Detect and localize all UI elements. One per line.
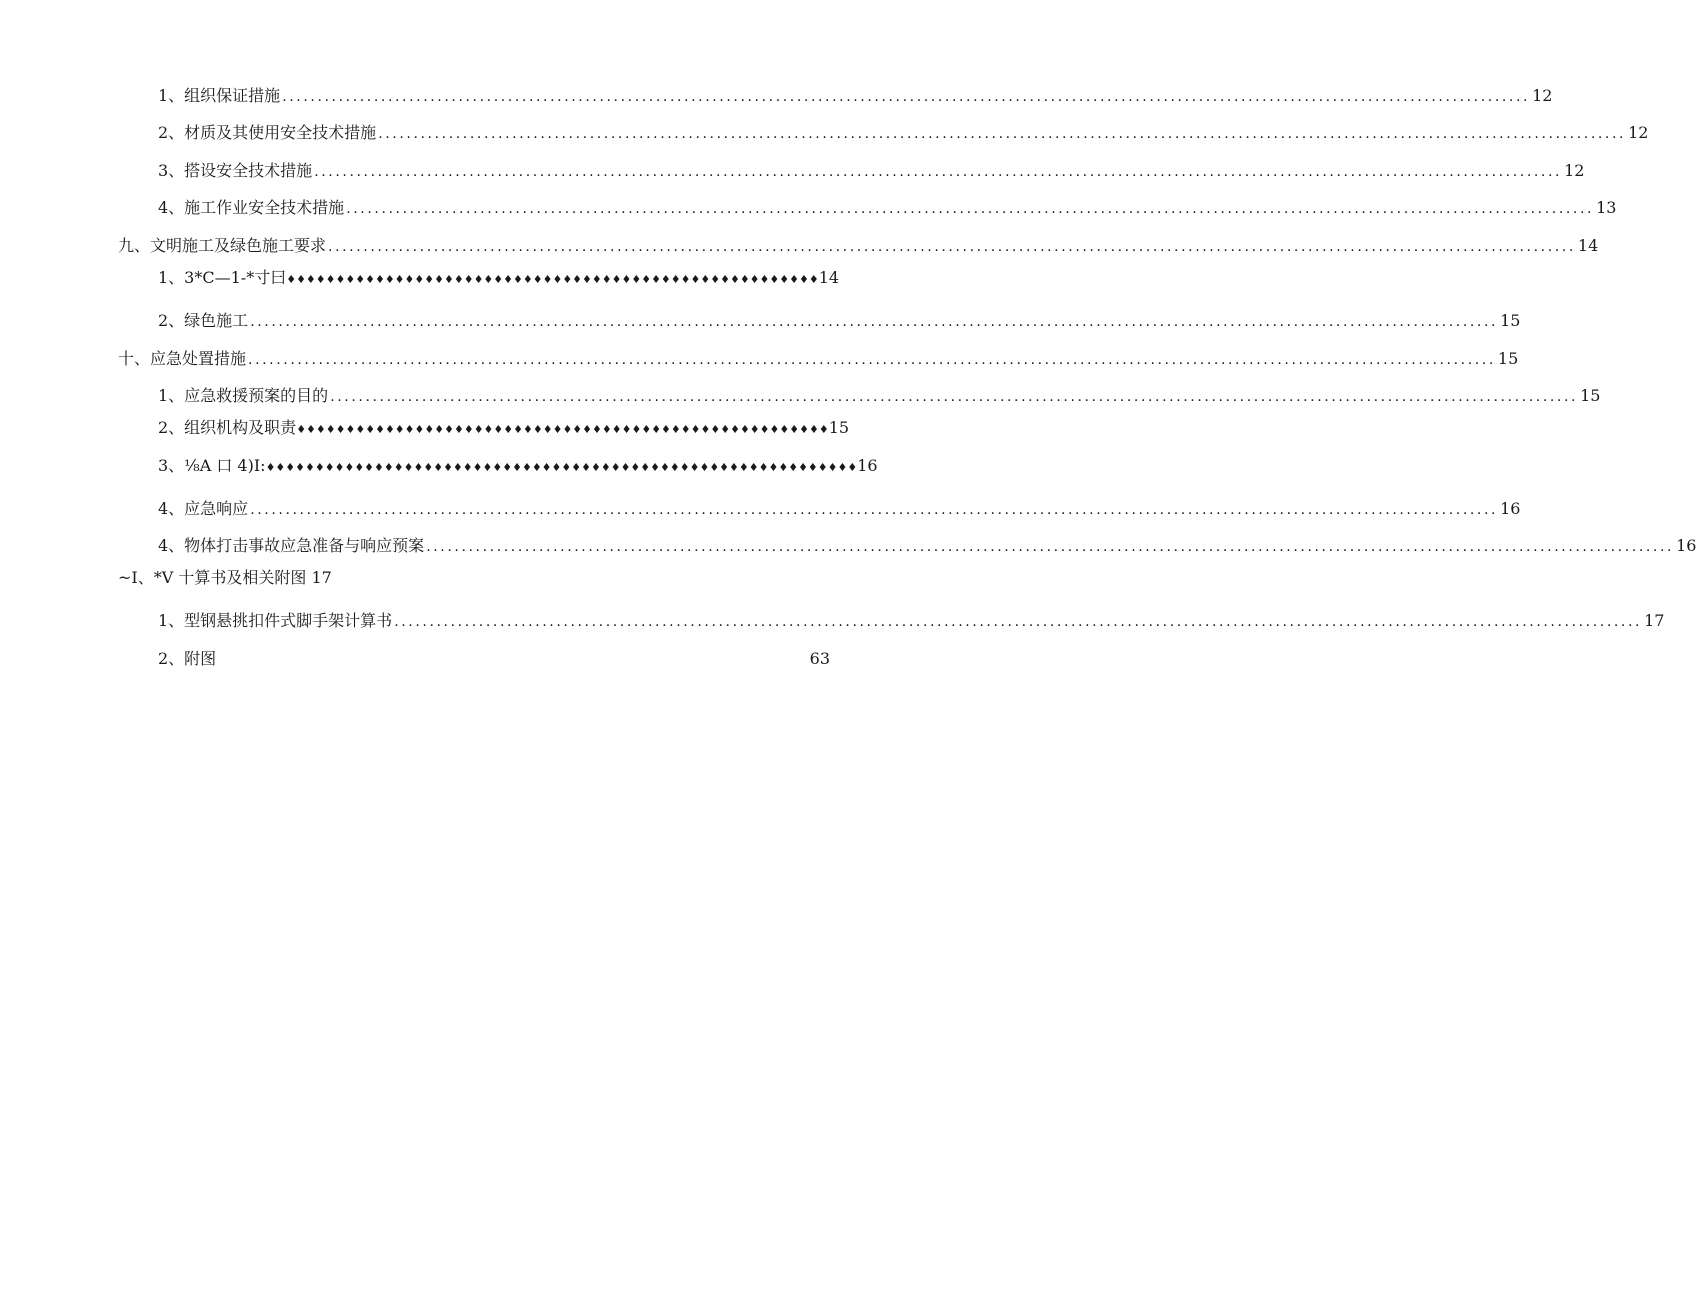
diamond-leader: ♦♦♦♦♦♦♦♦♦♦♦♦♦♦♦♦♦♦♦♦♦♦♦♦♦♦♦♦♦♦♦♦♦♦♦♦♦♦♦♦♦♦♦♦♦♦♦♦♦♦♦♦♦♦ (286, 273, 819, 286)
toc-page-number: 13 (1596, 198, 1617, 217)
toc-entry-civilized-construction-garbled[interactable] (158, 268, 840, 294)
toc-page-number: 63 (809, 649, 830, 668)
toc-page-number: 16 (857, 456, 878, 475)
toc-entry-object-strike-plan[interactable] (158, 530, 1696, 556)
toc-entry-label: 十、应急处置措施 (118, 349, 247, 368)
toc-entry-label: 2、材质及其使用安全技术措施 (158, 123, 377, 142)
toc-entry-label: 4、施工作业安全技术措施 (158, 198, 345, 217)
toc-page-number: 15 (1497, 349, 1519, 368)
toc-page-number: 15 (1580, 386, 1601, 405)
diamond-leader: ♦♦♦♦♦♦♦♦♦♦♦♦♦♦♦♦♦♦♦♦♦♦♦♦♦♦♦♦♦♦♦♦♦♦♦♦♦♦♦♦♦♦♦♦♦♦♦♦♦♦♦♦♦♦♦♦♦♦♦♦ (265, 461, 858, 474)
toc-entry-label: 1、组织保证措施 (158, 86, 281, 105)
toc-entry-label: 3、⅛A 口 4)I: (158, 456, 266, 475)
toc-page-number: 12 (1628, 123, 1649, 142)
dot-leader (326, 238, 1578, 256)
toc-entry-label: 2、附图 (158, 649, 217, 668)
toc-entry-material-measures[interactable] (158, 117, 1649, 143)
toc-entry-label: ~I、*V 十算书及相关附图 17 (118, 568, 332, 587)
dot-leader (312, 163, 1564, 181)
toc-entry-label: 1、型钢悬挑扣件式脚手架计算书 (158, 611, 393, 630)
toc-entry-garbled-section[interactable] (158, 456, 878, 482)
toc-entry-organization-measures[interactable] (158, 80, 1553, 106)
toc-entry-emergency-purpose[interactable] (158, 380, 1601, 406)
toc-entry-organization-duties[interactable] (158, 418, 850, 444)
dot-leader (248, 501, 1500, 519)
toc-page-number: 12 (1564, 161, 1585, 180)
toc-entry-label: 1、应急救援预案的目的 (158, 386, 329, 405)
toc-entry-label: 2、绿色施工 (158, 311, 249, 330)
dot-leader (424, 538, 1676, 556)
toc-entry-erection-measures[interactable] (158, 155, 1585, 181)
dot-leader (248, 313, 1500, 331)
toc-entry-civilized-green-construction[interactable] (118, 230, 1599, 256)
toc-page-number: 15 (1500, 311, 1521, 330)
toc-page-number: 12 (1532, 86, 1553, 105)
toc-entry-label: 2、组织机构及职责 (158, 418, 297, 437)
toc-entry-operation-measures[interactable] (158, 192, 1617, 218)
toc-entry-label: 1、3*C—1-*寸曰 (158, 268, 287, 287)
dot-leader (246, 351, 1498, 369)
toc-entry-attached-drawings[interactable] (158, 643, 830, 669)
toc-entry-scaffold-calculation[interactable] (158, 605, 1665, 631)
dot-leader (280, 88, 1532, 106)
dot-leader (376, 125, 1628, 143)
dot-leader (392, 613, 1644, 631)
dot-leader (328, 388, 1580, 406)
toc-entry-green-construction[interactable] (158, 305, 1521, 331)
toc-page-number: 14 (818, 268, 840, 287)
toc-entry-label: 4、物体打击事故应急准备与响应预案 (158, 536, 425, 555)
toc-entry-emergency-measures[interactable] (118, 343, 1519, 369)
toc-entry-calculations-garbled[interactable] (118, 568, 824, 594)
toc-entry-label: 九、文明施工及绿色施工要求 (118, 236, 327, 255)
toc-entry-label: 3、搭设安全技术措施 (158, 161, 313, 180)
toc-page-number: 16 (1500, 499, 1521, 518)
toc-page-number: 14 (1577, 236, 1599, 255)
toc-page-number: 16 (1676, 536, 1696, 555)
toc-entry-label: 4、应急响应 (158, 499, 249, 518)
toc-entry-emergency-response[interactable] (158, 493, 1521, 519)
dot-leader (344, 200, 1596, 218)
diamond-leader: ♦♦♦♦♦♦♦♦♦♦♦♦♦♦♦♦♦♦♦♦♦♦♦♦♦♦♦♦♦♦♦♦♦♦♦♦♦♦♦♦♦♦♦♦♦♦♦♦♦♦♦♦♦♦ (296, 423, 829, 436)
toc-page-number: 15 (828, 418, 850, 437)
toc-page-number: 17 (1644, 611, 1665, 630)
